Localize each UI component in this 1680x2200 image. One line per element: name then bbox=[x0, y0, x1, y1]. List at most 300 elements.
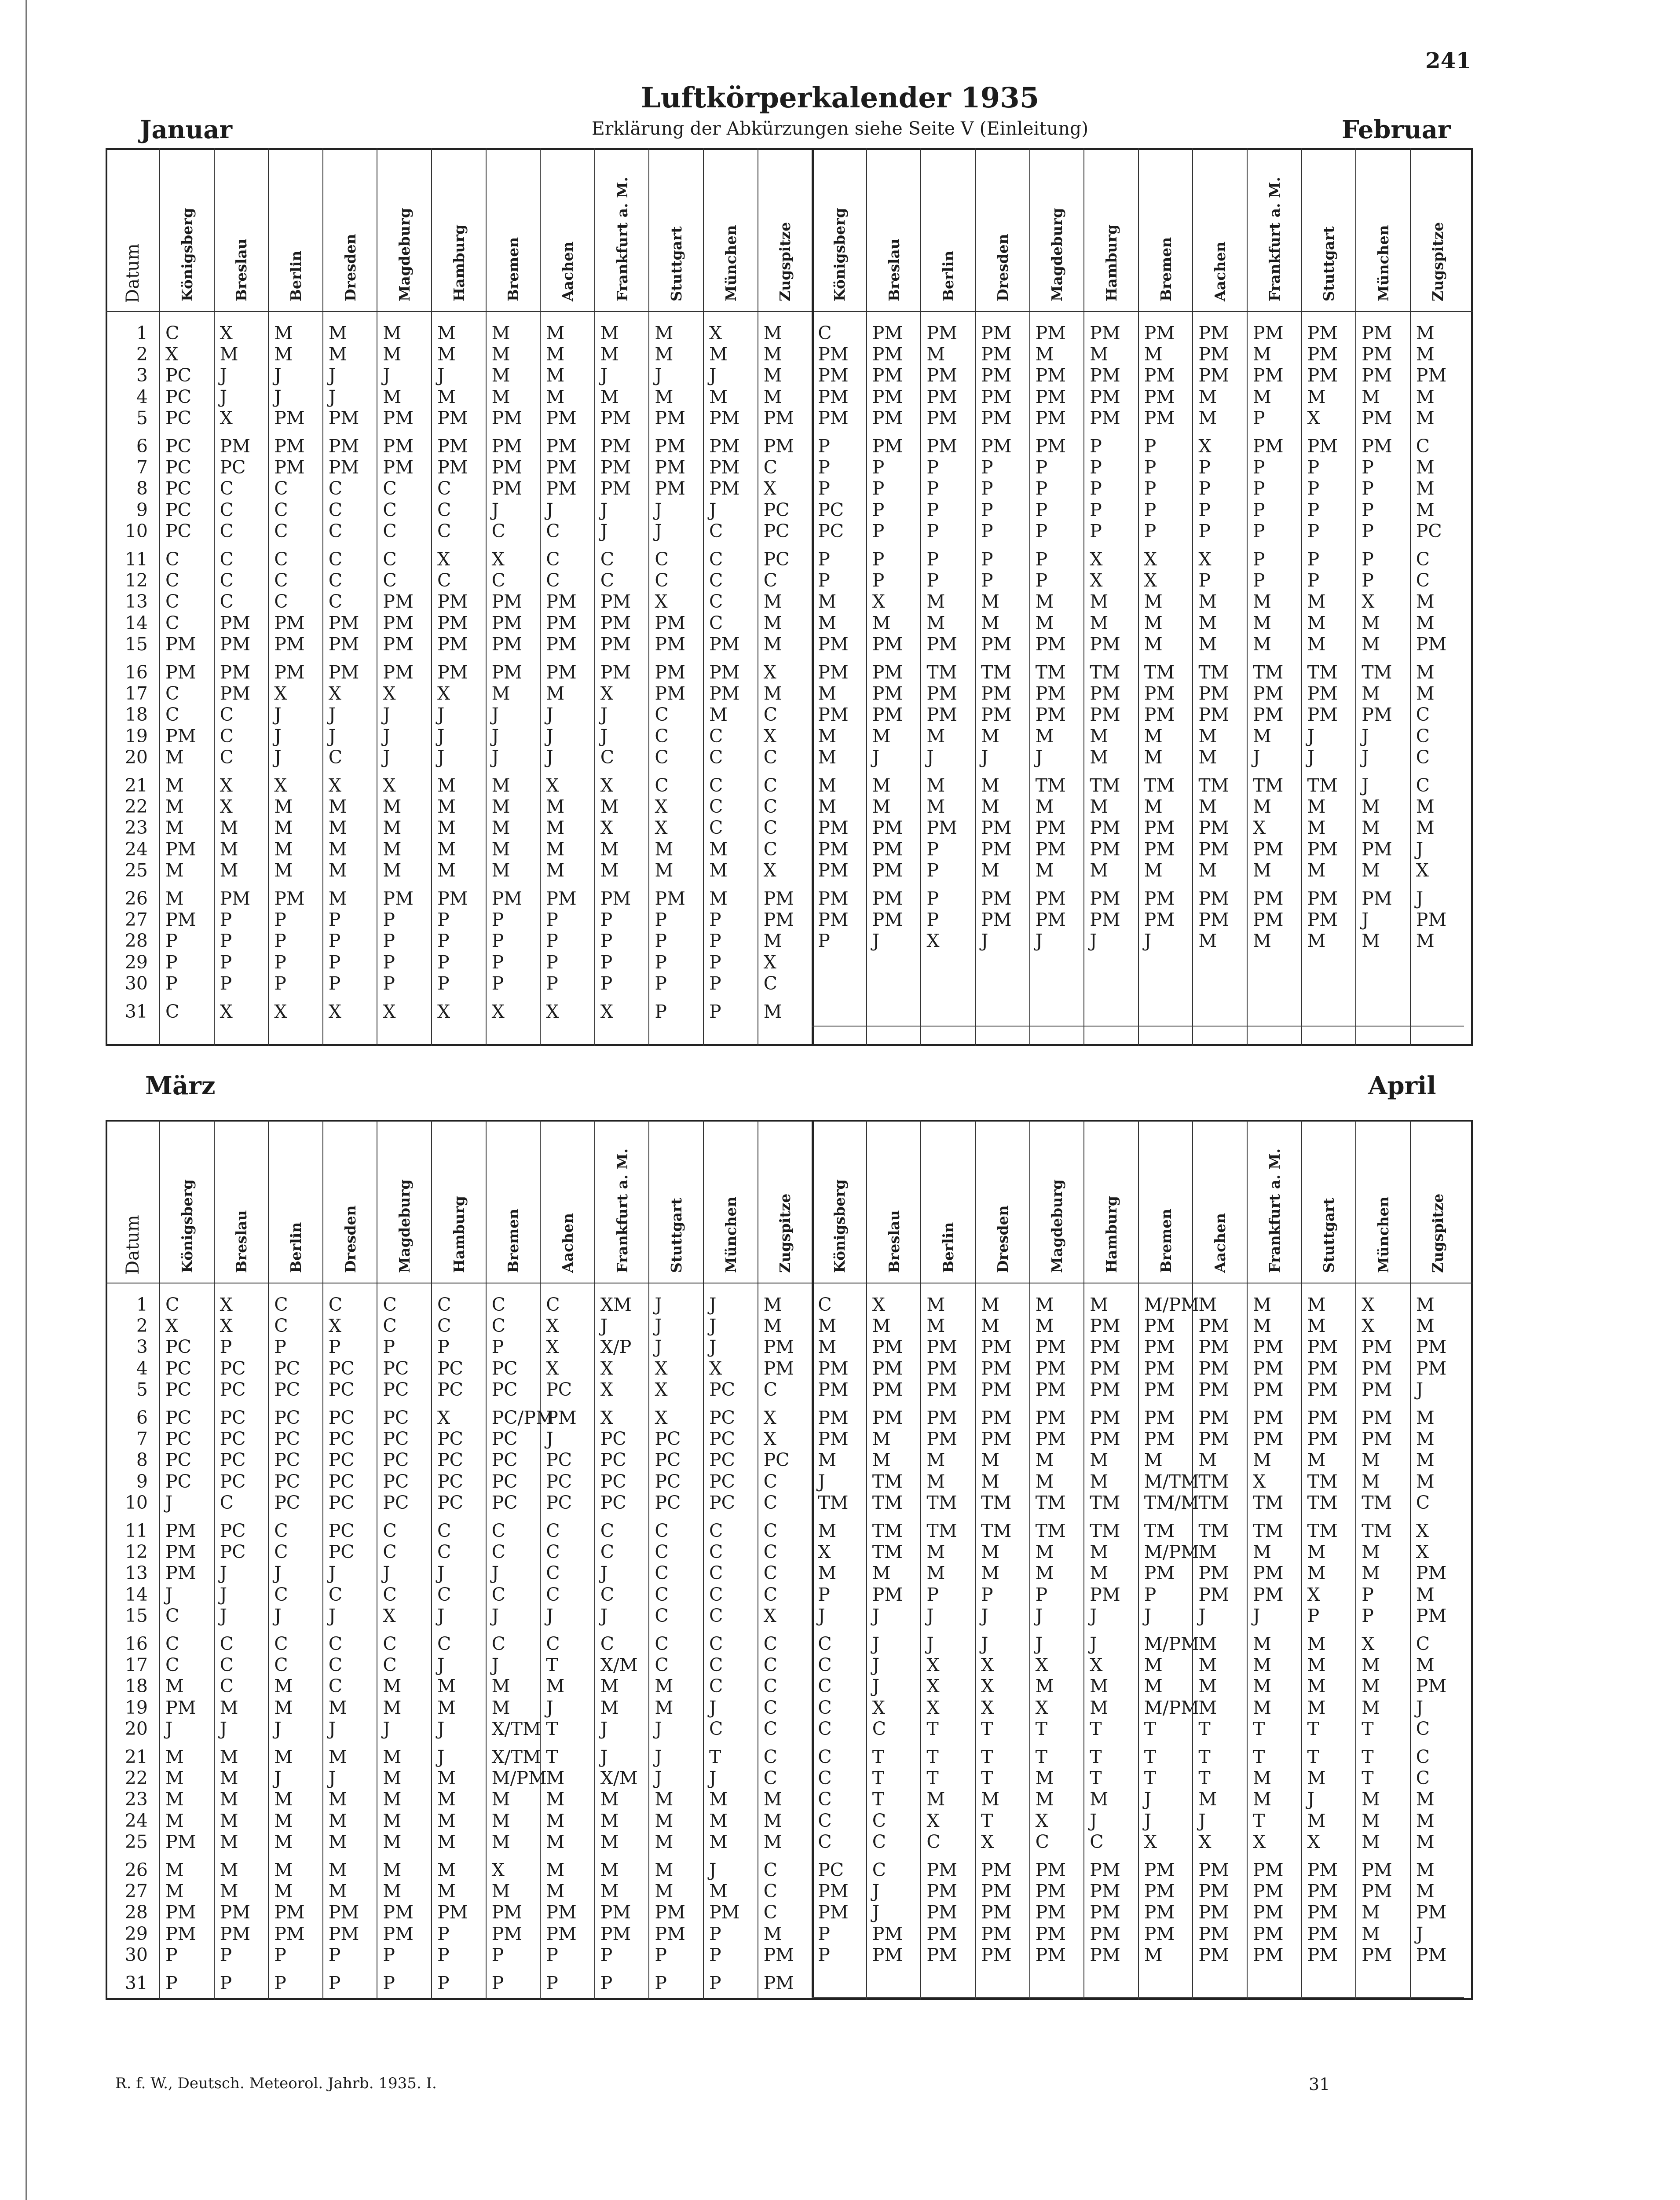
cell-april: M bbox=[1416, 1654, 1435, 1676]
cell-januar: M bbox=[546, 386, 565, 407]
cell-april: M bbox=[1416, 1315, 1435, 1337]
cell-märz: PC bbox=[383, 1379, 409, 1400]
cell-april: T bbox=[926, 1767, 939, 1789]
cell-februar: P bbox=[1144, 499, 1157, 521]
day-label: 12 bbox=[124, 570, 148, 591]
cell-februar: PM bbox=[1198, 838, 1229, 860]
cell-februar: M bbox=[1253, 591, 1271, 612]
cell-märz: PC bbox=[383, 1492, 409, 1513]
cell-april: J bbox=[1144, 1810, 1152, 1831]
cell-märz: M bbox=[709, 1831, 728, 1852]
cell-januar: X bbox=[328, 1001, 341, 1022]
cell-april: M/PM bbox=[1144, 1633, 1200, 1654]
cell-april: M bbox=[818, 1562, 837, 1584]
cell-januar: P bbox=[383, 951, 395, 973]
day-label: 11 bbox=[124, 1520, 148, 1541]
day-label: 29 bbox=[124, 1923, 148, 1944]
cell-februar: M bbox=[1198, 612, 1217, 634]
cell-januar: M bbox=[165, 817, 184, 839]
cell-märz: PC bbox=[437, 1449, 463, 1471]
cell-märz: M bbox=[328, 1859, 347, 1881]
cell-februar: PM bbox=[1253, 436, 1284, 457]
cell-april: PM bbox=[1090, 1379, 1120, 1400]
cell-februar: PM bbox=[1416, 909, 1447, 931]
cell-januar: X bbox=[655, 591, 668, 612]
cell-april: M bbox=[1307, 1697, 1326, 1718]
cell-märz: PM bbox=[763, 1944, 794, 1965]
cell-januar: PM bbox=[491, 662, 523, 683]
cell-februar: PM bbox=[1144, 683, 1175, 704]
cell-januar: J bbox=[383, 704, 390, 726]
cell-januar: X bbox=[220, 1001, 233, 1022]
day-label: 20 bbox=[124, 1718, 148, 1739]
cell-april: PM bbox=[926, 1336, 957, 1358]
cell-märz: P bbox=[491, 1973, 504, 1994]
cell-januar: M bbox=[220, 344, 238, 365]
cell-april: PM bbox=[1362, 1428, 1392, 1450]
cell-april: M bbox=[872, 1428, 891, 1450]
cell-januar: C bbox=[763, 746, 777, 768]
cell-april: TM bbox=[1253, 1520, 1284, 1541]
cell-märz: PC bbox=[437, 1492, 463, 1513]
cell-april: M bbox=[1362, 1902, 1380, 1923]
cell-februar: M bbox=[1198, 591, 1217, 612]
cell-märz: X bbox=[546, 1357, 559, 1379]
day-label: 14 bbox=[124, 612, 148, 634]
cell-april: M bbox=[1035, 1449, 1054, 1471]
cell-januar: C bbox=[165, 704, 179, 726]
cell-märz: PM bbox=[165, 1902, 196, 1923]
cell-märz: J bbox=[491, 1562, 499, 1584]
station-header: Breslau bbox=[885, 1210, 903, 1273]
cell-januar: M bbox=[709, 344, 728, 365]
cell-april: TM bbox=[981, 1520, 1012, 1541]
cell-märz: M bbox=[763, 1810, 782, 1831]
cell-märz: J bbox=[220, 1562, 227, 1584]
cell-märz: M bbox=[383, 1810, 402, 1831]
cell-april: M/PM bbox=[1144, 1294, 1200, 1315]
cell-märz: PM bbox=[274, 1902, 305, 1923]
cell-april: M bbox=[1362, 1831, 1380, 1852]
cell-januar: M bbox=[274, 838, 293, 860]
cell-februar: PM bbox=[981, 704, 1012, 726]
cell-februar: P bbox=[1090, 499, 1102, 521]
cell-februar: M bbox=[1307, 591, 1326, 612]
cell-februar: PM bbox=[1144, 704, 1175, 726]
cell-märz: J bbox=[328, 1605, 336, 1626]
cell-januar: P bbox=[165, 972, 178, 994]
cell-februar: X bbox=[926, 930, 940, 952]
cell-märz: C bbox=[546, 1520, 560, 1541]
cell-april: PM bbox=[1416, 1562, 1447, 1584]
cell-april: M bbox=[1144, 1654, 1163, 1676]
cell-januar: PC bbox=[763, 549, 790, 570]
calendar-table-mar-apr bbox=[106, 1120, 1473, 2000]
cell-januar: C bbox=[709, 591, 723, 612]
cell-februar: M bbox=[818, 796, 837, 818]
cell-märz: X bbox=[220, 1315, 233, 1337]
cell-februar: M bbox=[1035, 612, 1054, 634]
cell-februar: PM bbox=[1090, 386, 1120, 407]
cell-märz: J bbox=[546, 1428, 553, 1450]
cell-märz: J bbox=[165, 1718, 173, 1739]
day-label: 19 bbox=[124, 725, 148, 747]
cell-februar: PM bbox=[818, 817, 849, 839]
cell-april: PM bbox=[1144, 1336, 1175, 1358]
cell-januar: PM bbox=[655, 683, 685, 704]
cell-märz: C bbox=[491, 1315, 505, 1337]
cell-april: PM bbox=[1144, 1923, 1175, 1944]
cell-januar: J bbox=[220, 365, 227, 386]
cell-januar: M bbox=[655, 386, 673, 407]
cell-april: T bbox=[926, 1746, 939, 1767]
cell-märz: M bbox=[655, 1810, 673, 1831]
cell-märz: PC bbox=[220, 1470, 246, 1492]
day-label: 11 bbox=[124, 549, 148, 570]
cell-april: X bbox=[926, 1676, 940, 1697]
cell-februar: TM bbox=[1090, 662, 1120, 683]
cell-märz: PC bbox=[165, 1428, 191, 1450]
cell-märz: M bbox=[383, 1746, 402, 1767]
cell-märz: M bbox=[655, 1676, 673, 1697]
cell-januar: P bbox=[600, 951, 613, 973]
cell-märz: X bbox=[600, 1357, 613, 1379]
cell-februar: P bbox=[872, 499, 885, 521]
cell-januar: C bbox=[220, 520, 234, 542]
cell-april: PM bbox=[926, 1379, 957, 1400]
cell-januar: M bbox=[709, 386, 728, 407]
cell-märz: PC bbox=[546, 1379, 572, 1400]
cell-januar: PC bbox=[165, 365, 191, 386]
cell-märz: PM bbox=[274, 1923, 305, 1944]
cell-märz: P bbox=[709, 1923, 721, 1944]
cell-märz: P bbox=[274, 1973, 286, 1994]
cell-april: M bbox=[1416, 1428, 1435, 1450]
cell-april: J bbox=[1307, 1789, 1315, 1810]
cell-januar: P bbox=[546, 909, 558, 931]
cell-februar: M bbox=[1307, 796, 1326, 818]
cell-april: PM bbox=[1198, 1584, 1229, 1605]
cell-januar: X bbox=[383, 1001, 396, 1022]
cell-märz: C bbox=[600, 1633, 615, 1654]
cell-februar: M bbox=[1253, 386, 1271, 407]
cell-januar: C bbox=[709, 817, 723, 839]
cell-januar: P bbox=[655, 909, 667, 931]
cell-april: PM bbox=[926, 1923, 957, 1944]
cell-januar: M bbox=[709, 888, 728, 909]
cell-april: T bbox=[872, 1789, 885, 1810]
day-label: 6 bbox=[136, 1407, 148, 1428]
cell-januar: M bbox=[274, 344, 293, 365]
cell-januar: J bbox=[491, 725, 499, 747]
cell-januar: C bbox=[655, 746, 669, 768]
cell-märz: PC bbox=[274, 1470, 300, 1492]
cell-januar: C bbox=[328, 520, 343, 542]
cell-februar: PM bbox=[981, 386, 1012, 407]
cell-februar: P bbox=[1090, 436, 1102, 457]
cell-februar: P bbox=[1198, 520, 1211, 542]
cell-märz: C bbox=[763, 1379, 777, 1400]
cell-april: P bbox=[818, 1944, 830, 1965]
cell-januar: M bbox=[383, 859, 402, 881]
cell-januar: PM bbox=[600, 591, 631, 612]
cell-februar: PM bbox=[872, 386, 903, 407]
cell-januar: P bbox=[437, 972, 450, 994]
cell-januar: M bbox=[274, 796, 293, 818]
cell-januar: PM bbox=[655, 457, 685, 478]
cell-januar: C bbox=[546, 570, 560, 591]
cell-april: T bbox=[1090, 1746, 1102, 1767]
cell-april: M bbox=[1198, 1654, 1217, 1676]
cell-april: M bbox=[1416, 1407, 1435, 1428]
cell-april: M bbox=[818, 1449, 837, 1471]
cell-märz: M bbox=[600, 1810, 619, 1831]
month-label-januar: Januar bbox=[140, 115, 232, 144]
cell-januar: X bbox=[546, 775, 559, 796]
cell-april: M bbox=[1035, 1541, 1054, 1563]
cell-april: T bbox=[1035, 1718, 1047, 1739]
cell-april: C bbox=[818, 1831, 832, 1852]
cell-februar: P bbox=[1198, 499, 1211, 521]
cell-januar: M bbox=[328, 817, 347, 839]
cell-april: PM bbox=[1362, 1379, 1392, 1400]
cell-märz: PC bbox=[437, 1428, 463, 1450]
cell-april: X bbox=[1416, 1520, 1429, 1541]
cell-januar: M bbox=[763, 386, 782, 407]
cell-märz: M bbox=[709, 1881, 728, 1902]
month-label-april: April bbox=[1368, 1071, 1436, 1100]
cell-märz: M bbox=[274, 1789, 293, 1810]
cell-februar: PM bbox=[1253, 888, 1284, 909]
cell-april: PM bbox=[1416, 1676, 1447, 1697]
cell-februar: P bbox=[818, 478, 830, 499]
cell-märz: C bbox=[763, 1584, 777, 1605]
cell-februar: PM bbox=[981, 909, 1012, 931]
cell-januar: PM bbox=[546, 633, 577, 655]
cell-märz: M bbox=[165, 1676, 184, 1697]
cell-februar: P bbox=[926, 457, 939, 478]
cell-märz: X bbox=[600, 1407, 613, 1428]
cell-april: TM bbox=[1090, 1492, 1120, 1513]
cell-februar: P bbox=[1253, 499, 1265, 521]
day-label: 23 bbox=[124, 1789, 148, 1810]
cell-februar: PM bbox=[1035, 365, 1066, 386]
cell-märz: PC bbox=[328, 1470, 355, 1492]
cell-april: M bbox=[1090, 1697, 1109, 1718]
cell-januar: PM bbox=[655, 612, 685, 634]
cell-april: M bbox=[1362, 1470, 1380, 1492]
cell-april: M bbox=[1253, 1633, 1271, 1654]
cell-januar: P bbox=[491, 930, 504, 952]
cell-märz: M bbox=[165, 1810, 184, 1831]
cell-februar: M bbox=[1090, 725, 1109, 747]
cell-januar: PM bbox=[437, 436, 468, 457]
cell-april: PM bbox=[1253, 1923, 1284, 1944]
cell-januar: C bbox=[328, 591, 343, 612]
cell-januar: C bbox=[600, 570, 615, 591]
cell-januar: P bbox=[383, 930, 395, 952]
cell-februar: PM bbox=[981, 633, 1012, 655]
cell-april: M bbox=[1416, 1881, 1435, 1902]
cell-februar: P bbox=[1035, 457, 1048, 478]
cell-februar: PM bbox=[1035, 436, 1066, 457]
cell-januar: M bbox=[165, 746, 184, 768]
cell-januar: M bbox=[546, 365, 565, 386]
cell-märz: C bbox=[655, 1562, 669, 1584]
cell-märz: C bbox=[274, 1520, 288, 1541]
cell-april: M bbox=[1198, 1449, 1217, 1471]
cell-februar: P bbox=[1035, 549, 1048, 570]
cell-januar: M bbox=[763, 591, 782, 612]
cell-februar: M bbox=[981, 859, 999, 881]
cell-januar: PM bbox=[328, 457, 359, 478]
cell-februar: PM bbox=[818, 344, 849, 365]
cell-februar: J bbox=[1090, 930, 1097, 952]
cell-april: TM/M bbox=[1144, 1492, 1199, 1513]
cell-januar: M bbox=[220, 859, 238, 881]
cell-februar: PM bbox=[981, 436, 1012, 457]
cell-april: PM bbox=[1198, 1407, 1229, 1428]
cell-februar: M bbox=[1198, 725, 1217, 747]
cell-märz: PC bbox=[709, 1407, 735, 1428]
cell-januar: P bbox=[600, 909, 613, 931]
cell-märz: C bbox=[328, 1676, 343, 1697]
cell-februar: PM bbox=[1253, 323, 1284, 344]
cell-april: J bbox=[1416, 1379, 1424, 1400]
cell-märz: M bbox=[546, 1789, 565, 1810]
cell-januar: M bbox=[709, 838, 728, 860]
cell-april: PM bbox=[926, 1357, 957, 1379]
cell-april: PM bbox=[1253, 1562, 1284, 1584]
cell-februar: PM bbox=[1307, 838, 1338, 860]
cell-januar: C bbox=[709, 796, 723, 818]
cell-märz: X bbox=[220, 1294, 233, 1315]
cell-januar: J bbox=[600, 725, 608, 747]
cell-märz: J bbox=[655, 1294, 662, 1315]
cell-märz: X bbox=[546, 1336, 559, 1358]
cell-märz: C bbox=[491, 1633, 505, 1654]
station-header: Zugspitze bbox=[1429, 1193, 1446, 1273]
cell-april: PM bbox=[1198, 1923, 1229, 1944]
cell-februar: P bbox=[818, 930, 830, 952]
cell-januar: PM bbox=[383, 436, 414, 457]
cell-april: M bbox=[1416, 1584, 1435, 1605]
cell-märz: P bbox=[328, 1336, 341, 1358]
cell-märz: M bbox=[546, 1676, 565, 1697]
day-label: 16 bbox=[124, 662, 148, 683]
cell-april: X bbox=[1144, 1831, 1157, 1852]
cell-märz: C bbox=[220, 1676, 234, 1697]
cell-januar: PM bbox=[437, 612, 468, 634]
cell-april: PM bbox=[1090, 1923, 1120, 1944]
cell-januar: M bbox=[491, 323, 510, 344]
cell-april: T bbox=[1144, 1767, 1157, 1789]
cell-januar: C bbox=[383, 478, 397, 499]
cell-märz: PC bbox=[220, 1407, 246, 1428]
cell-april: C bbox=[1035, 1831, 1049, 1852]
cell-februar: P bbox=[1362, 570, 1374, 591]
cell-februar: J bbox=[872, 746, 880, 768]
cell-märz: J bbox=[274, 1562, 282, 1584]
cell-april: PM bbox=[981, 1336, 1012, 1358]
cell-februar: PM bbox=[926, 365, 957, 386]
cell-januar: P bbox=[220, 909, 232, 931]
cell-februar: X bbox=[1307, 407, 1320, 429]
page-edge-line bbox=[26, 0, 27, 2200]
cell-märz: M bbox=[165, 1767, 184, 1789]
cell-februar: P bbox=[926, 909, 939, 931]
cell-märz: PC bbox=[491, 1428, 518, 1450]
cell-märz: J bbox=[383, 1718, 390, 1739]
cell-februar: M bbox=[926, 344, 945, 365]
cell-april: J bbox=[1253, 1605, 1260, 1626]
cell-januar: PM bbox=[546, 612, 577, 634]
cell-märz: M bbox=[437, 1697, 456, 1718]
cell-märz: M bbox=[274, 1881, 293, 1902]
cell-april: PM bbox=[1144, 1315, 1175, 1337]
cell-januar: PM bbox=[437, 633, 468, 655]
cell-februar: PM bbox=[818, 888, 849, 909]
cell-februar: PM bbox=[1198, 704, 1229, 726]
page-title: Luftkörperkalender 1935 bbox=[641, 81, 1039, 114]
cell-januar: X bbox=[220, 796, 233, 818]
cell-februar: M bbox=[1362, 859, 1380, 881]
cell-februar: PM bbox=[926, 436, 957, 457]
cell-april: M bbox=[981, 1294, 999, 1315]
cell-april: T bbox=[1090, 1718, 1102, 1739]
cell-januar: P bbox=[709, 951, 721, 973]
day-label: 2 bbox=[136, 344, 148, 365]
day-label: 27 bbox=[124, 1881, 148, 1902]
cell-januar: PM bbox=[709, 407, 740, 429]
cell-januar: C bbox=[165, 323, 179, 344]
cell-märz: C bbox=[328, 1584, 343, 1605]
cell-februar: M bbox=[1090, 796, 1109, 818]
day-label: 18 bbox=[124, 704, 148, 726]
cell-februar: M bbox=[926, 612, 945, 634]
day-label: 10 bbox=[124, 520, 148, 542]
cell-märz: P bbox=[220, 1336, 232, 1358]
cell-januar: M bbox=[546, 838, 565, 860]
cell-januar: PM bbox=[709, 683, 740, 704]
cell-februar: J bbox=[1144, 930, 1152, 952]
cell-märz: PC/PM bbox=[491, 1407, 554, 1428]
cell-april: PM bbox=[1416, 1944, 1447, 1965]
cell-märz: C bbox=[763, 1902, 777, 1923]
station-header: Aachen bbox=[1212, 241, 1229, 301]
cell-januar: PC bbox=[165, 457, 191, 478]
cell-märz: PC bbox=[546, 1470, 572, 1492]
cell-april: T bbox=[981, 1767, 993, 1789]
cell-januar: M bbox=[763, 344, 782, 365]
cell-januar: M bbox=[763, 683, 782, 704]
cell-januar: M bbox=[491, 775, 510, 796]
cell-januar: M bbox=[600, 323, 619, 344]
cell-april: M bbox=[1307, 1676, 1326, 1697]
cell-januar: PM bbox=[600, 888, 631, 909]
cell-april: PM bbox=[1144, 1881, 1175, 1902]
cell-april: C bbox=[818, 1746, 832, 1767]
cell-februar: TM bbox=[1198, 662, 1229, 683]
cell-april: M bbox=[981, 1562, 999, 1584]
cell-januar: C bbox=[165, 612, 179, 634]
cell-februar: TM bbox=[1307, 775, 1338, 796]
cell-januar: M bbox=[655, 838, 673, 860]
cell-april: T bbox=[1035, 1746, 1047, 1767]
cell-januar: M bbox=[600, 796, 619, 818]
cell-märz: J bbox=[165, 1584, 173, 1605]
cell-april: J bbox=[1035, 1633, 1043, 1654]
